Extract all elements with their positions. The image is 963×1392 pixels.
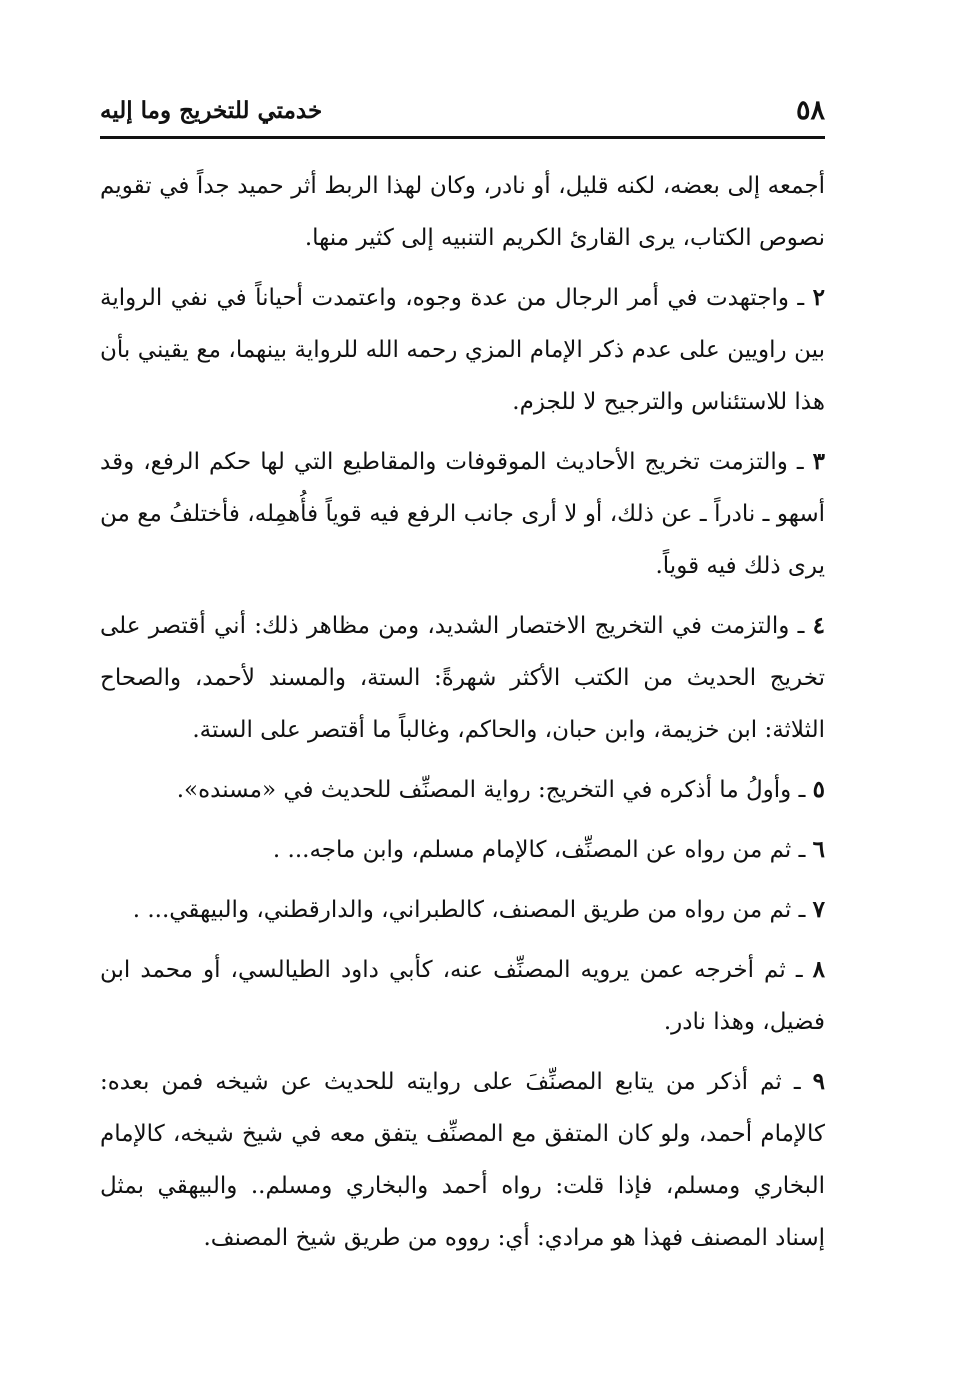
numbered-paragraph [100, 272, 825, 428]
header-rule [100, 136, 825, 139]
paragraph-text: ـ والتزمت في التخريج الاختصار الشديد، ومن مظاهر ذلك: أني أقتصر على تخريج الحديث من الكتب الأكثر شهرةً: الستة، والمسند لأحمد، والصحاح الثلاثة: ابن خزيمة، وابن حبان، والحاكم، وغالباً ما أقتصر على الستة. [100, 613, 825, 743]
page-header [100, 88, 825, 132]
paragraph-text: ـ ثم من رواه من طريق المصنف، كالطبراني، والدارقطني، والبيهقي... . [132, 897, 806, 923]
paragraph-text: ـ والتزمت تخريج الأحاديث الموقوفات والمقاطيع التي لها حكم الرفع، وقد أسهو ـ نادراً ـ عن ذلك، أو لا أرى جانب الرفع فيه قوياً فأُهمِله، فأختلفُ مع من يرى ذلك فيه قوياً. [100, 449, 825, 579]
numbered-paragraph [100, 884, 825, 936]
page-number: ٥٨ [795, 94, 825, 126]
paragraph-number: ٢ [812, 284, 825, 311]
paragraph-text: ـ ثم أخرجه عمن يرويه المصنِّف عنه، كأبي داود الطيالسي، أو محمد ابن فضيل، وهذا نادر. [100, 957, 825, 1035]
paragraph-number: ٦ [812, 836, 825, 863]
numbered-paragraph [100, 764, 825, 816]
paragraph-number: ٤ [812, 612, 825, 639]
paragraph-text: ـ وأولُ ما أذكره في التخريج: رواية المصنِّف للحديث في «مسنده». [176, 777, 806, 803]
paragraph-number: ٧ [812, 896, 825, 923]
paragraph-text: أجمعه إلى بعضه، لكنه قليل، أو نادر، وكان لهذا الربط أثر حميد جداً في تقويم نصوص الكتاب، يرى القارئ الكريم التنبيه إلى كثير منها. [100, 173, 825, 251]
numbered-paragraph [100, 436, 825, 592]
paragraph-number: ٨ [812, 956, 825, 983]
paragraph-number: ٣ [812, 448, 826, 475]
paragraph-number: ٥ [812, 776, 825, 803]
paragraph-text: ـ واجتهدت في أمر الرجال من عدة وجوه، واعتمدت أحياناً في نفي الرواية بين راويين على عدم ذكر الإمام المزي رحمه الله للرواية بينهما، مع يقيني بأن هذا للاستئناس والترجيح لا للجزم. [100, 285, 825, 415]
numbered-paragraph [100, 824, 825, 876]
numbered-paragraph [100, 944, 825, 1048]
paragraph-number: ٩ [812, 1068, 825, 1095]
paragraph [100, 160, 825, 264]
paragraph-text: ـ ثم من رواه عن المصنِّف، كالإمام مسلم، وابن ماجه... . [272, 837, 806, 863]
paragraph-text: ـ ثم أذكر من يتابع المصنِّفَ على روايته للحديث عن شيخه فمن بعده: كالإمام أحمد، ولو كان المتفق مع المصنِّف يتفق معه في شيخ شيخه، كالإمام البخاري ومسلم، فإذا قلت: رواه أحمد والبخاري ومسلم.. والبيهقي بمثل إسناد المصنف فهذا هو مرادي: أي: رووه من طريق شيخ المصنف. [100, 1069, 825, 1251]
numbered-paragraph [100, 1056, 825, 1264]
running-title: خدمتي للتخريج وما إليه [100, 96, 323, 124]
body-text [100, 160, 825, 1272]
numbered-paragraph [100, 600, 825, 756]
